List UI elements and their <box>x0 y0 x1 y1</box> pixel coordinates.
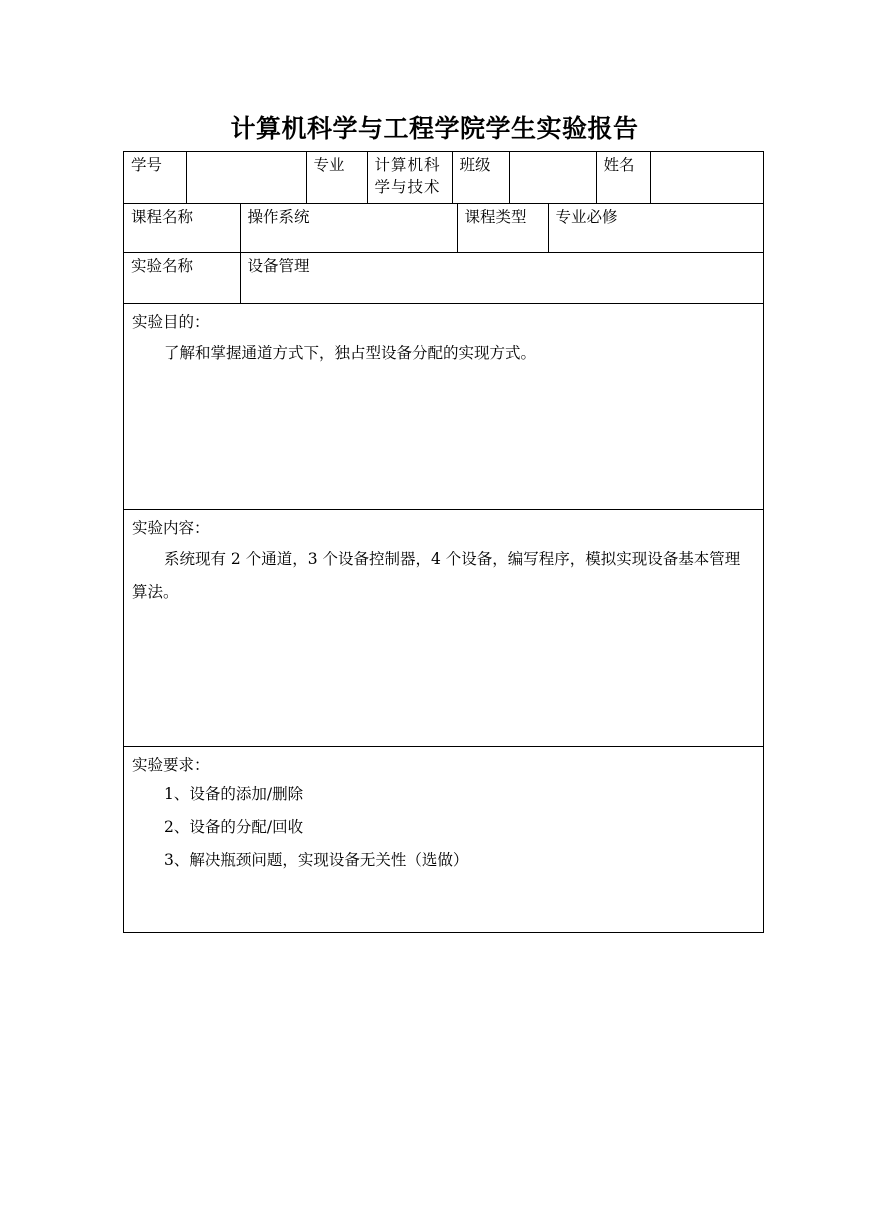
major-label-cell <box>306 152 367 203</box>
info-row <box>124 152 764 204</box>
info-row-cell <box>124 152 764 204</box>
course-subtable <box>124 204 763 252</box>
student-id-value[interactable] <box>187 152 306 154</box>
purpose-row <box>124 304 764 510</box>
course-name-label-cell <box>124 204 240 252</box>
class-label-cell <box>452 152 509 203</box>
major-value: 计算机科学与技术 <box>374 156 441 196</box>
student-id-label-cell <box>124 152 186 203</box>
class-label: 班级 <box>459 156 491 174</box>
requirements-list <box>124 778 763 877</box>
course-name-value-cell <box>240 204 457 252</box>
page-title: 计算机科学与工程学院学生实验报告 <box>230 114 639 143</box>
experiment-row <box>124 253 764 304</box>
major-value-cell <box>367 152 452 203</box>
course-type-value-cell <box>548 204 763 252</box>
requirements-section <box>124 747 764 933</box>
requirements-heading: 实验要求： <box>132 756 210 774</box>
class-value[interactable] <box>510 152 596 154</box>
report-table <box>123 151 764 933</box>
course-name-label: 课程名称 <box>131 208 194 226</box>
content-text: 系统现有 2 个通道，3 个设备控制器，4 个设备，编写程序，模拟实现设备基本管理算法。 <box>132 550 741 601</box>
student-id-value-cell[interactable] <box>186 152 306 203</box>
experiment-name-value-cell <box>240 253 763 303</box>
purpose-heading: 实验目的： <box>132 313 210 331</box>
course-name-value: 操作系统 <box>247 208 310 226</box>
requirement-item: 2、设备的分配/回收 <box>164 818 304 836</box>
name-value[interactable] <box>651 152 764 154</box>
experiment-subtable <box>124 253 763 303</box>
course-row-cell <box>124 204 764 253</box>
course-row <box>124 204 764 253</box>
course-type-label: 课程类型 <box>464 208 527 226</box>
purpose-section <box>124 304 764 510</box>
content-row <box>124 510 764 747</box>
experiment-row-cell <box>124 253 764 304</box>
course-type-label-cell <box>457 204 548 252</box>
student-id-label: 学号 <box>131 156 163 174</box>
class-value-cell[interactable] <box>509 152 596 203</box>
requirement-item: 1、设备的添加/删除 <box>164 785 304 803</box>
experiment-name-value: 设备管理 <box>247 257 310 275</box>
name-label: 姓名 <box>603 156 635 174</box>
purpose-text: 了解和掌握通道方式下，独占型设备分配的实现方式。 <box>164 344 537 362</box>
name-label-cell <box>596 152 650 203</box>
name-value-cell[interactable] <box>650 152 763 203</box>
content-section <box>124 510 764 747</box>
requirement-item: 3、解决瓶颈问题，实现设备无关性（选做） <box>164 851 469 869</box>
major-label: 专业 <box>313 156 345 174</box>
content-heading: 实验内容： <box>132 519 210 537</box>
experiment-name-label: 实验名称 <box>131 257 194 275</box>
info-subtable <box>124 152 763 203</box>
course-type-value: 专业必修 <box>555 208 618 226</box>
experiment-name-label-cell <box>124 253 240 303</box>
requirements-row <box>124 747 764 933</box>
